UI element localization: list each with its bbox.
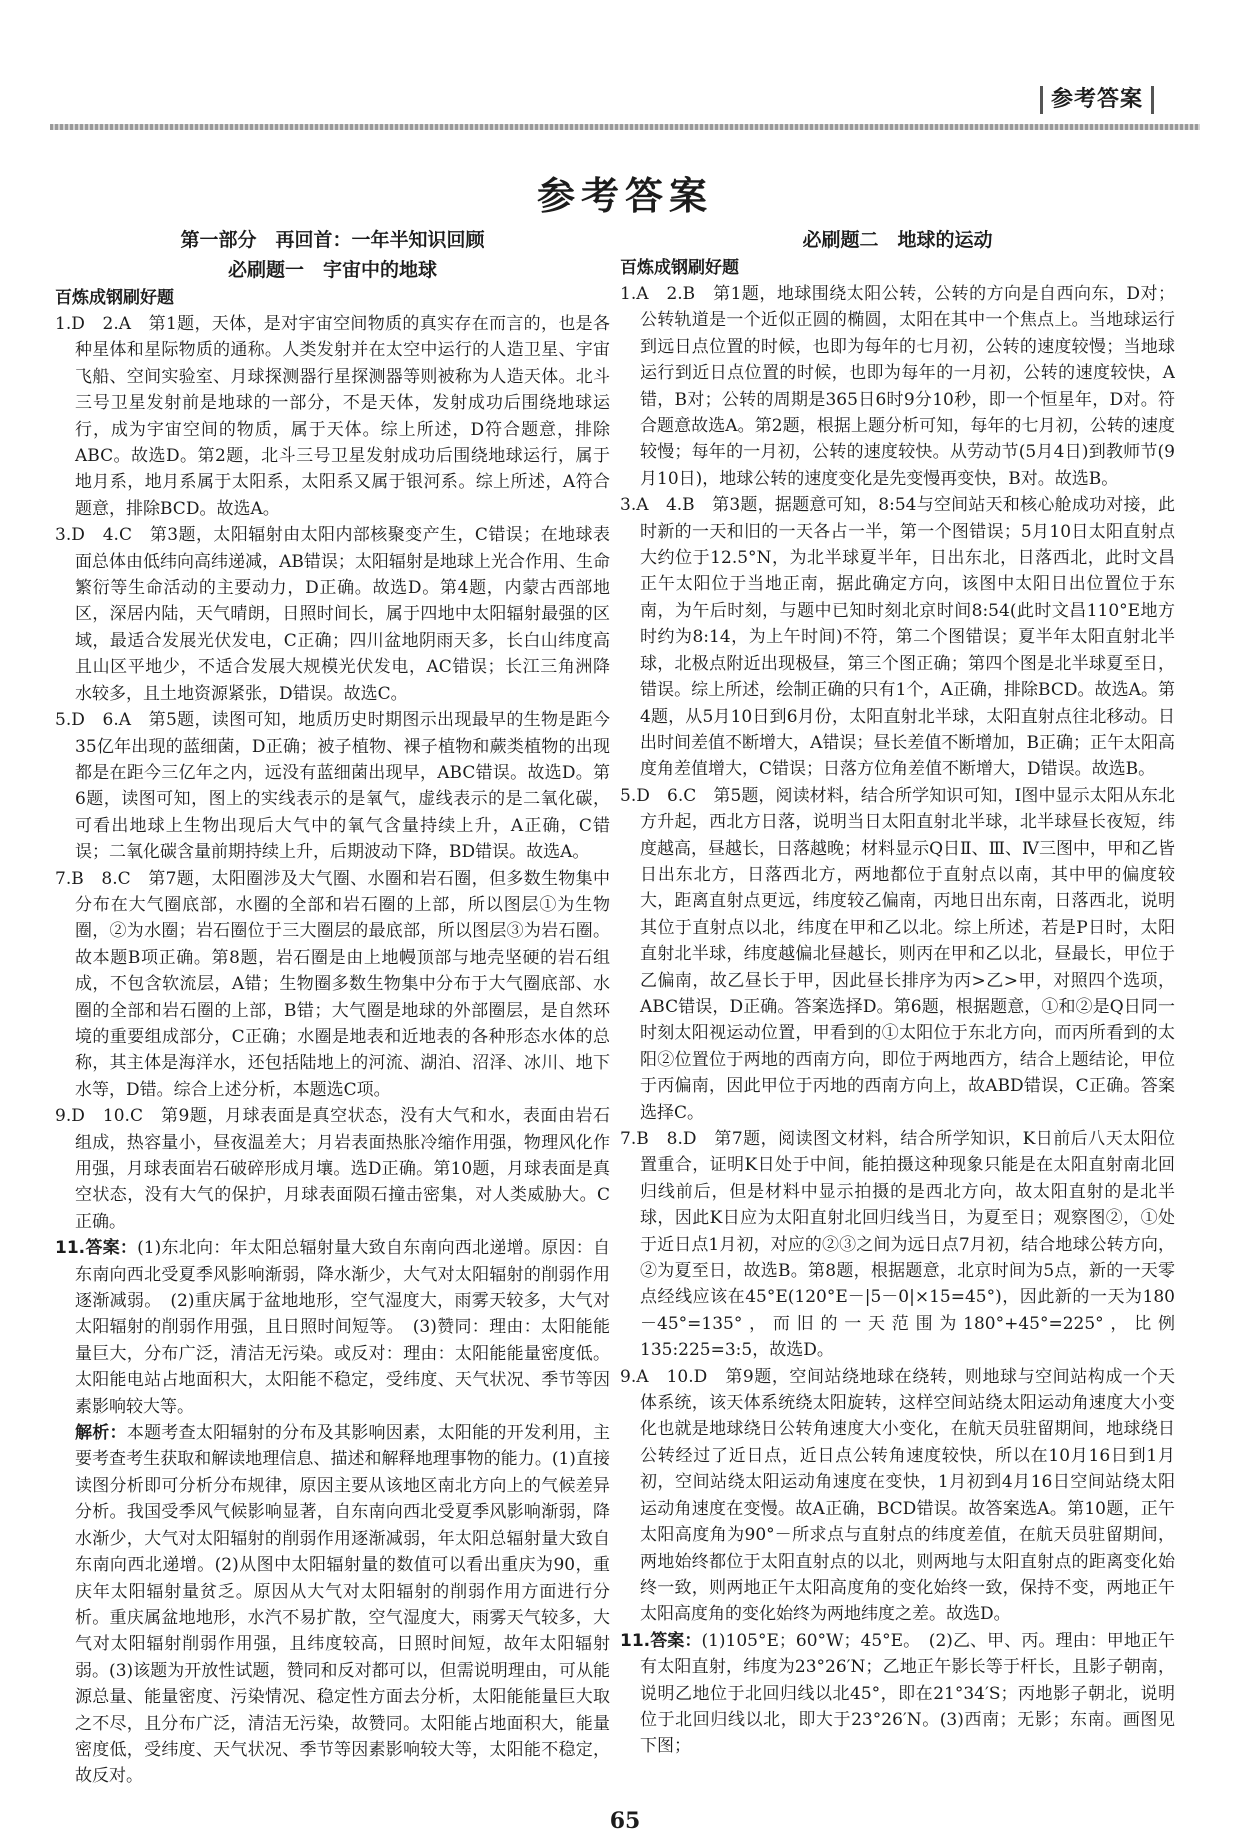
- page-title: 参考答案: [536, 174, 713, 218]
- answer-text: (1)东北向：年太阳总辐射量大致自东南向西北递增。原因：自东南向西北受夏季风影响渐弱，降水渐少，大气对太阳辐射的削弱作用逐渐减弱。 (2)重庆属于盆地地形，空气湿度大，雨雾天较多，大气对太阳辐射的削弱作用强，且日照时间短等。 (3)赞同：理由：太阳能能量巨大，分布广泛，清洁无污染。或反对：理由：太阳能能量密度低。太阳能电站占地面积大，太阳能不稳定，受纬度、天气状况、季节等因素影响较大等。: [75, 1238, 610, 1417]
- header-divider: [50, 124, 1200, 130]
- answer-item: 7.B 8.C 第7题，太阳圈涉及大气圈、水圈和岩石圈，但多数生物集中分布在大气圈底部，水圈的全部和岩石圈的上部，所以图层①为生物圈，②为水圈；岩石圈位于三大圈层的最底部，所以图层③为岩石圈。故本题B项正确。第8题，岩石圈是由上地幔顶部与地壳坚硬的岩石组成，不包含软流层，A错；生物圈多数生物集中分布于大气圈底部、水圈的全部和岩石圈的上部，B错；大气圈是地球的外部圈层，是自然环境的重要组成部分，C正确；水圈是地表和近地表的各种形态水体的总称，其主体是海洋水，还包括陆地上的河流、湖泊、沼泽、冰川、地下水等，D错。综合上述分析，本题选C项。: [55, 868, 610, 1100]
- answer-item-11: [620, 1628, 1175, 1760]
- chapter-title-1: 必刷题一 宇宙中的地球: [227, 259, 437, 281]
- section-label: 百炼成钢刷好题: [55, 288, 174, 308]
- answer-item: 7.B 8.D 第7题，阅读图文材料，结合所学知识，K日前后八天太阳位置重合，证明K日处于中间，能拍摄这种现象只能是在太阳直射南北回归线前后，但是材料中显示拍摄的是西北方向，故太阳直射的是北半球，因此K日应为太阳直射北回归线当日，为夏至日；观察图②，①处于近日点1月初，对应的②③之间为远日点7月初，结合地球公转方向，②为夏至日，故选B。第8题，根据题意，北京时间为5点，新的一天零点经线应该在45°E(120°E－|5－0|×15=45°)，因此新的一天为180－45°=135°，而旧的一天范围为180°+45°=225°，比例135:225=3:5，故选D。: [620, 1129, 1175, 1361]
- part-title: 第一部分 再回首：一年半知识回顾: [180, 229, 485, 251]
- answer-item: 9.D 10.C 第9题，月球表面是真空状态，没有大气和水，表面由岩石组成，热容量小，昼夜温差大；月岩表面热胀冷缩作用强，物理风化作用强，月球表面岩石破碎形成月壤。选D正确。第10题，月球表面是真空状态，没有大气的保护，月球表面陨石撞击密集，对人类威胁大。C正确。: [55, 1106, 610, 1232]
- page-number: 65: [609, 1808, 641, 1834]
- answer-item: 3.D 4.C 第3题，太阳辐射由太阳内部核聚变产生，C错误；在地球表面总体由低纬向高纬递减，AB错误；太阳辐射是地球上光合作用、生命繁衍等生命活动的主要动力，D正确。故选D。第4题，内蒙古西部地区，深居内陆，天气晴朗，日照时间长，属于四地中太阳辐射最强的区域，最适合发展光伏发电，C正确；四川盆地阴雨天多，长白山纬度高且山区平地少，不适合发展大规模光伏发电，AC错误；长江三角洲降水较多，且土地资源紧张，D错误。故选C。: [55, 525, 610, 704]
- answer-item: 5.D 6.C 第5题，阅读材料，结合所学知识可知，Ⅰ图中显示太阳从东北方升起，西北方日落，说明当日太阳直射北半球，北半球昼长夜短，纬度越高，昼越长，日落越晚；材料显示Q日Ⅱ、Ⅲ、Ⅳ三图中，甲和乙皆日出东北方，日落西北方，两地都位于直射点以南，其中甲的偏度较大，距离直射点更远，纬度较乙偏南，丙地日出东南，日落西北，说明其位于直射点以北，纬度在甲和乙以北。综上所述，若是P日时，太阳直射北半球，纬度越偏北昼越长，则丙在甲和乙以北，昼最长，甲位于乙偏南，故乙昼长于甲，因此昼长排序为丙>乙>甲，对照四个选项，ABC错误，D正确。答案选择D。第6题，根据题意，①和②是Q日同一时刻太阳视运动位置，甲看到的①太阳位于东北方向，而丙所看到的太阳②位置位于两地的西南方向，即位于两地西方，结合上题结论，甲位于丙偏南，因此甲位于丙地的西南方向上，故ABD错误，C正确。答案选择C。: [620, 785, 1175, 1123]
- answer-item: 5.D 6.A 第5题，读图可知，地质历史时期图示出现最早的生物是距今35亿年出现的蓝细菌，D正确；被子植物、裸子植物和蕨类植物的出现都是在距今三亿年之内，远没有蓝细菌出现早，ABC错误。故选D。第6题，读图可知，图上的实线表示的是氧气，虚线表示的是二氧化碳，可看出地球上生物出现后大气中的氧气含量持续上升，A正确，C错误；二氧化碳含量前期持续上升，后期波动下降，BD错误。故选A。: [55, 710, 610, 863]
- header-section-tag: 参考答案: [1040, 86, 1154, 114]
- answer-item: 1.D 2.A 第1题，天体，是对宇宙空间物质的真实存在而言的，也是各种星体和星际物质的通称。人类发射并在太空中运行的人造卫星、宇宙飞船、空间实验室、月球探测器行星探测器等则被称为人造天体。北斗三号卫星发射前是地球的一部分，不是天体，发射成功后围绕地球运行，成为宇宙空间的物质，属于天体。综上所述，D符合题意，排除ABC。故选D。第2题，北斗三号卫星发射成功后围绕地球运行，属于地月系，地月系属于太阳系，太阳系又属于银河系。综上所述，A符合题意，排除BCD。故选A。: [55, 314, 610, 519]
- answer-label: 11.答案：: [55, 1238, 138, 1259]
- answer-item: 3.A 4.B 第3题，据题意可知，8:54与空间站天和核心舱成功对接，此时新的一天和旧的一天各占一半，第一个图错误；5月10日太阳直射点大约位于12.5°N，为北半球夏半年，日出东北，日落西北，此时文昌正午太阳位于当地正南，据此确定方向，该图中太阳日出位置位于东南，为午后时刻，与题中已知时刻北京时间8:54(此时文昌110°E地方时约为8:14，为上午时间)不符，第二个图错误；夏半年太阳直射北半球，北极点附近出现极昼，第三个图正确；第四个图是北半球夏至日，错误。综上所述，绘制正确的只有1个，A正确，排除BCD。故选A。第4题，从5月10日到6月份，太阳直射北半球，太阳直射点往北移动。日出时间差值不断增大，A错误；昼长差值不断增加，B正确；正午太阳高度角差值增大，C错误；日落方位角差值不断增大，D错误。故选B。: [620, 495, 1175, 780]
- section-label: 百炼成钢刷好题: [620, 258, 739, 278]
- analysis-text: 本题考查太阳辐射的分布及其影响因素，太阳能的开发利用，主要考查考生获取和解读地理信息、描述和解释地理事物的能力。(1)直接读图分析即可分析分布规律，原因主要从该地区南北方向上的气候差异分析。我国受季风气候影响显著，自东南向西北受夏季风影响渐弱，降水渐少，大气对太阳辐射的削弱作用逐渐减弱，年太阳总辐射量大致自东南向西北递增。(2)从图中太阳辐射量的数值可以看出重庆为90，重庆年太阳辐射量贫乏。原因从大气对太阳辐射的削弱作用方面进行分析。重庆属盆地地形，水汽不易扩散，空气湿度大，雨雾天气较多，大气对太阳辐射削弱作用强，且纬度较高，日照时间短，故年太阳辐射弱。(3)该题为开放性试题，赞同和反对都可以，但需说明理由，可从能源总量、能量密度、污染情况、稳定性方面去分析，太阳能能量巨大取之不尽，且分布广泛，清洁无污染，故赞同。太阳能占地面积大，能量密度低，受纬度、天气状况、季节等因素影响较大等，太阳能不稳定，故反对。: [75, 1423, 610, 1787]
- left-column: [55, 225, 610, 1805]
- answer-text: (1)105°E；60°W；45°E。 (2)乙、甲、丙。理由：甲地正午有太阳直射，纬度为23°26′N；乙地正午影长等于杆长，且影子朝南，说明乙地位于北回归线以北45°，即在21°34′S；丙地影子朝北，说明位于北回归线以北，即大于23°26′N。(3)西南；无影；东南。画图见下图；: [640, 1630, 1175, 1757]
- answer-item: 1.A 2.B 第1题，地球围绕太阳公转，公转的方向是自西向东，D对；公转轨道是一个近似正圆的椭圆，太阳在其中一个焦点上。当地球运行到远日点位置的时候，也即为每年的七月初，公转的速度较慢；当地球运行到近日点位置的时候，也即为每年的一月初，公转的速度较快，A错，B对；公转的周期是365日6时9分10秒，即一个恒星年，D对。符合题意故选A。第2题，根据上题分析可知，每年的七月初，公转的速度较慢；每年的一月初，公转的速度较快。从劳动节(5月4日)到教师节(9月10日)，地球公转的速度变化是先变慢再变快，B对。故选B。: [620, 284, 1175, 489]
- answer-item-11: [55, 1235, 610, 1420]
- chapter-title-2: 必刷题二 地球的运动: [802, 229, 993, 251]
- answer-label: 11.答案：: [620, 1630, 702, 1651]
- analysis-label: 解析：: [75, 1423, 127, 1444]
- answer-item: 9.A 10.D 第9题，空间站绕地球在绕转，则地球与空间站构成一个天体系统，该天体系统绕太阳旋转，这样空间站绕太阳运动角速度大小变化也就是地球绕日公转角速度大小变化，在航天员驻留期间，地球绕日公转经过了近日点，近日点公转角速度较快，所以在10月16日到1月初，空间站绕太阳运动角速度在变快，1月初到4月16日空间站绕太阳运动角速度在变慢。故A正确，BCD错误。故答案选A。第10题，正午太阳高度角为90°－所求点与直射点的纬度差值，在航天员驻留期间，两地始终都位于太阳直射点的以北，则两地与太阳直射点的距离变化始终一致，则两地正午太阳高度角的变化始终一致，保持不变，两地正午太阳高度角的变化始终为两地纬度之差。故选D。: [620, 1366, 1175, 1625]
- right-column: [620, 225, 1175, 1805]
- analysis-block: [55, 1420, 610, 1790]
